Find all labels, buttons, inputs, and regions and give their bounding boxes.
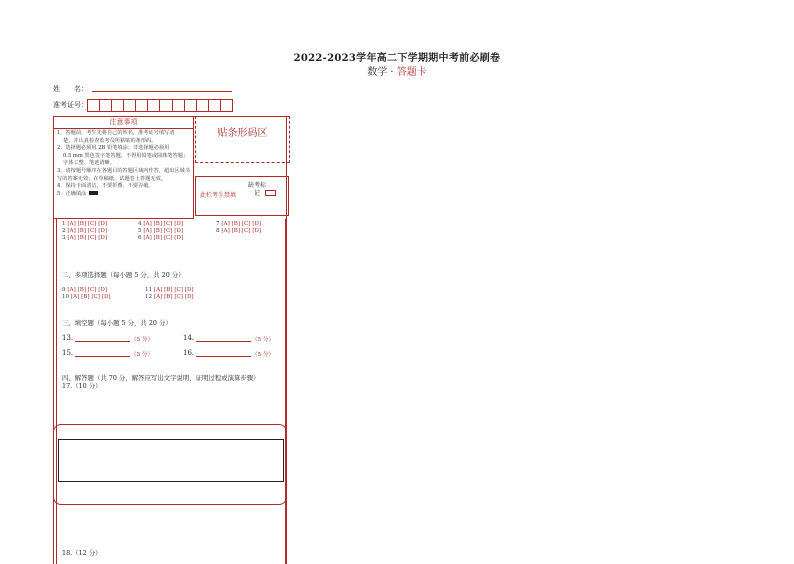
blank-points: （5 分）	[131, 337, 154, 343]
answer-region-17[interactable]	[58, 439, 284, 482]
fill-blank-heading: 三、填空题（每小题 5 分，共 20 分）	[62, 319, 172, 327]
blank-points: （5 分）	[131, 352, 154, 358]
card-label: 答题卡	[396, 67, 427, 78]
blank-number: 16.	[183, 349, 195, 357]
notice-item: 3．请按题号顺序在各题目的答题区域内作答，超出区域书写的答案无效；在草稿纸、试题卷上答题无效。	[57, 167, 190, 182]
blank-number: 14.	[183, 334, 195, 342]
name-field[interactable]	[92, 91, 232, 92]
choice-row[interactable]: 2 [A] [B] [C] [D]	[62, 228, 108, 234]
notice-heading: 注意事项	[54, 117, 193, 129]
blank-number: 15.	[62, 349, 74, 357]
blank-line[interactable]	[75, 341, 130, 342]
choice-row[interactable]: 3 [A] [B] [C] [D]	[62, 235, 108, 241]
choice-row[interactable]: 8 [A] [B] [C] [D]	[216, 228, 262, 234]
notice-item: 0.5 mm 黑色签字笔答题，不得用铅笔或圆珠笔答题；字体工整、笔迹清晰。	[63, 152, 189, 167]
subtitle-separator: ·	[390, 67, 394, 78]
page-subtitle	[0, 63, 794, 78]
absent-label: 缺考标记	[247, 182, 266, 197]
notice-item: 1．答题前，考生先将自己的姓名，准考证号填写清	[57, 130, 175, 136]
blank-line[interactable]	[75, 356, 130, 357]
blank-points: （5 分）	[252, 337, 275, 343]
notice-item: 4．保持卡面清洁，不要折叠、不要弄破。	[57, 183, 154, 190]
solve-heading: 四、解答题（共 70 分，解答应写出文字说明、证明过程或演算步骤）	[62, 374, 260, 382]
choice-row[interactable]: 9 [A] [B] [C] [D]	[62, 287, 108, 293]
blank-points: （5 分）	[252, 352, 275, 358]
blank-line[interactable]	[196, 356, 251, 357]
barcode-area: 贴条形码区	[195, 116, 290, 163]
absent-note: 此栏考生禁填	[200, 192, 237, 199]
question-18-label: 18.（12 分）	[62, 549, 102, 557]
id-number-boxes[interactable]	[87, 99, 233, 112]
filled-mark-icon	[89, 191, 98, 195]
question-17-label: 17.（10 分）	[62, 382, 102, 390]
choice-row[interactable]: 5 [A] [B] [C] [D]	[138, 228, 184, 234]
notice-item-mark	[57, 191, 192, 199]
multi-choice-heading: 二、多项选择题（每小题 5 分，共 20 分）	[62, 271, 185, 279]
notice-item: 2．选择题必须用 2B 铅笔填涂；非选择题必须用	[57, 145, 170, 152]
notice-item: 5．正确填涂	[57, 190, 87, 197]
id-label: 准考证号：	[53, 101, 88, 109]
choice-row[interactable]: 11 [A] [B] [C] [D]	[145, 287, 194, 293]
blank-number: 13.	[62, 334, 74, 342]
subject-label: 数学	[367, 67, 388, 78]
choice-row[interactable]: 7 [A] [B] [C] [D]	[216, 221, 262, 227]
choice-row[interactable]: 12 [A] [B] [C] [D]	[145, 294, 194, 300]
absent-checkbox[interactable]	[265, 190, 276, 196]
choice-row[interactable]: 10 [A] [B] [C] [D]	[62, 294, 111, 300]
choice-row[interactable]: 4 [A] [B] [C] [D]	[138, 221, 184, 227]
name-label: 姓 名：	[53, 85, 88, 93]
choice-row[interactable]: 6 [A] [B] [C] [D]	[138, 235, 184, 241]
notice-body	[57, 130, 192, 198]
choice-row[interactable]: 1 [A] [B] [C] [D]	[62, 221, 108, 227]
notice-item: 楚，并认真检查监考员所粘贴的条形码。	[63, 137, 157, 144]
page-title: 2022-2023学年高二下学期期中考前必刷卷	[293, 53, 501, 64]
blank-line[interactable]	[196, 341, 251, 342]
